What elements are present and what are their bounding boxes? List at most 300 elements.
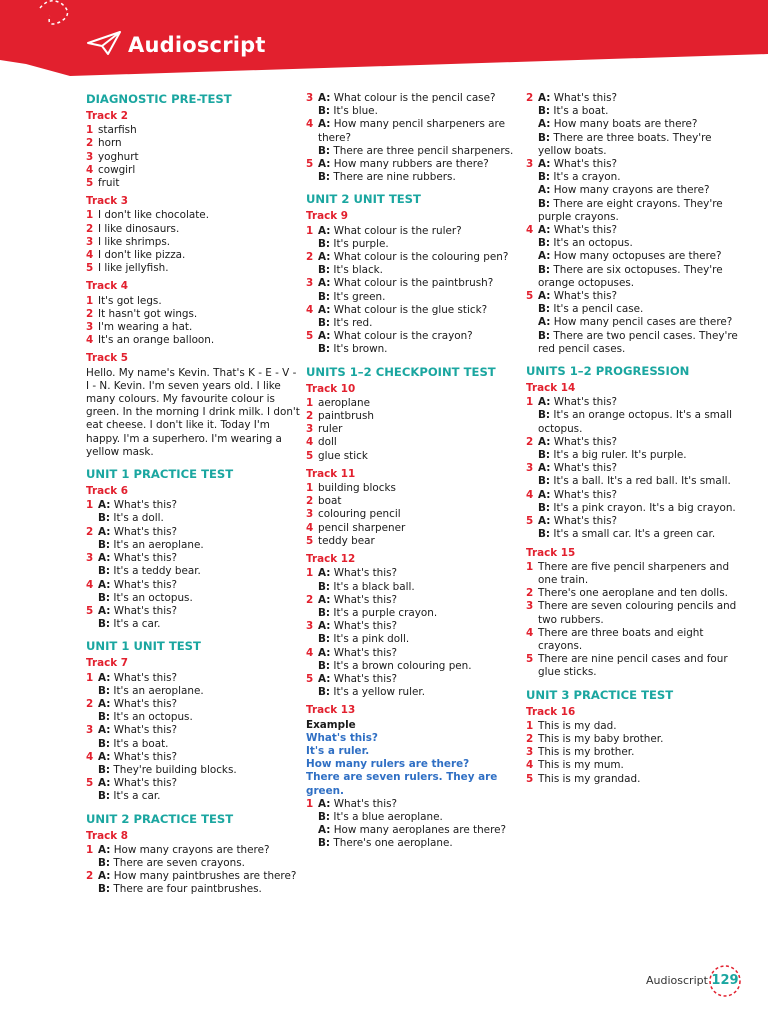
- speaker-label: A:: [538, 396, 551, 409]
- list-item: [86, 223, 300, 236]
- item-text-wrap: [98, 790, 300, 803]
- item-text: What's this?: [553, 290, 618, 303]
- item-text: It's a car.: [113, 618, 161, 631]
- column-2: [306, 92, 520, 851]
- item-number: 3: [306, 620, 314, 633]
- item-number: 4: [306, 521, 314, 534]
- item-number: 5: [306, 330, 314, 343]
- list-item: [526, 515, 740, 528]
- list-item: [526, 462, 740, 475]
- dialogue-line: [306, 837, 520, 850]
- list-item: [86, 552, 300, 565]
- item-text-wrap: [318, 594, 520, 607]
- item-text-wrap: [318, 824, 520, 837]
- item-text: What colour is the ruler?: [333, 224, 462, 237]
- item-text: It's a pink crayon. It's a big crayon.: [553, 501, 736, 514]
- speaker-label: B:: [538, 263, 551, 276]
- item-text-wrap: [98, 685, 300, 698]
- item-text-wrap: [98, 565, 300, 578]
- item-text: It's a blue aeroplane.: [333, 810, 443, 823]
- list-item: [86, 124, 300, 137]
- speaker-label: B:: [538, 475, 551, 488]
- speaker-label: A:: [98, 671, 111, 684]
- speaker-label: B:: [318, 105, 331, 118]
- item-text-wrap: [318, 482, 520, 495]
- item-text: It's red.: [333, 317, 373, 330]
- item-text-wrap: [98, 151, 300, 164]
- list-item: [86, 177, 300, 190]
- item-text-wrap: [98, 526, 300, 539]
- item-text: How many pencil sharpeners are there?: [318, 118, 505, 144]
- item-text: What's this?: [113, 525, 178, 538]
- item-text-wrap: [318, 798, 520, 811]
- item-number: 3: [86, 321, 94, 334]
- speaker-label: B:: [318, 144, 331, 157]
- item-number: 5: [306, 158, 314, 171]
- list-item: [86, 334, 300, 347]
- item-text: It's an aeroplane.: [113, 684, 204, 697]
- item-text: What colour is the paintbrush?: [333, 277, 494, 290]
- item-text-wrap: [318, 410, 520, 423]
- item-text-wrap: [538, 489, 740, 502]
- speaker-label: B:: [98, 512, 111, 525]
- item-text-wrap: [318, 343, 520, 356]
- list-item: [306, 118, 520, 144]
- item-text-wrap: [538, 250, 740, 263]
- speaker-label: A:: [98, 777, 111, 790]
- item-text-wrap: [98, 672, 300, 685]
- item-text: How many boats are there?: [553, 118, 698, 131]
- dialogue-line: [86, 711, 300, 724]
- item-text: There are three pencil sharpeners.: [333, 144, 514, 157]
- item-text: There are three boats. They're yellow boats.: [538, 131, 712, 157]
- list-item: [306, 647, 520, 660]
- item-text-wrap: [318, 495, 520, 508]
- item-text-wrap: [318, 171, 520, 184]
- item-number: 3: [86, 724, 94, 737]
- item-text-wrap: [318, 450, 520, 463]
- dialogue-line: [306, 660, 520, 673]
- speaker-label: A:: [98, 525, 111, 538]
- item-number: 2: [86, 137, 94, 150]
- list-item: [306, 436, 520, 449]
- column-3: [526, 92, 740, 786]
- item-text-wrap: [98, 124, 300, 137]
- item-text: fruit: [98, 177, 120, 190]
- item-text: What's this?: [553, 515, 618, 528]
- track-label: Track 5: [86, 352, 128, 365]
- item-text: There are seven crayons.: [113, 856, 245, 869]
- list-item: [86, 605, 300, 618]
- item-text-wrap: [98, 579, 300, 592]
- item-text-wrap: [98, 552, 300, 565]
- item-number: 5: [86, 262, 94, 275]
- item-number: 3: [526, 158, 534, 171]
- item-text-wrap: [538, 449, 740, 462]
- item-number: 4: [86, 750, 94, 763]
- dialogue-line: [306, 811, 520, 824]
- speaker-label: B:: [98, 538, 111, 551]
- speaker-label: A:: [318, 567, 331, 580]
- item-text-wrap: [538, 237, 740, 250]
- track-label: Track 14: [526, 382, 576, 395]
- item-text: What's this?: [333, 620, 398, 633]
- list-item: [86, 777, 300, 790]
- item-text-wrap: [538, 759, 740, 772]
- item-text-wrap: [98, 751, 300, 764]
- speaker-label: A:: [538, 515, 551, 528]
- item-number: 3: [86, 552, 94, 565]
- item-text: colouring pencil: [318, 508, 401, 521]
- item-text: How many octopuses are there?: [553, 250, 722, 263]
- item-text-wrap: [538, 184, 740, 197]
- item-number: 2: [86, 525, 94, 538]
- item-number: 1: [86, 499, 94, 512]
- item-text-wrap: [98, 223, 300, 236]
- item-text: There are eight crayons. They're purple crayons.: [538, 197, 723, 223]
- item-text: What's this?: [113, 724, 178, 737]
- speaker-label: A:: [98, 499, 111, 512]
- dialogue-line: [306, 607, 520, 620]
- item-number: 1: [526, 719, 534, 732]
- item-text: What's this?: [553, 462, 618, 475]
- item-text: I don't like pizza.: [98, 249, 186, 262]
- speaker-label: B:: [98, 565, 111, 578]
- list-item: [526, 746, 740, 759]
- speaker-label: B:: [318, 317, 331, 330]
- item-number: 2: [526, 587, 534, 600]
- item-text: How many pencil cases are there?: [553, 316, 733, 329]
- item-text: It's purple.: [333, 237, 389, 250]
- example-line: What's this?: [306, 731, 378, 744]
- item-text-wrap: [538, 171, 740, 184]
- list-item: [86, 164, 300, 177]
- item-text-wrap: [318, 620, 520, 633]
- paper-plane-icon: [86, 30, 122, 56]
- list-item: [306, 620, 520, 633]
- item-text: What's this?: [333, 672, 398, 685]
- speaker-label: B:: [98, 684, 111, 697]
- item-text: It's a pencil case.: [553, 303, 644, 316]
- item-text: doll: [318, 436, 337, 449]
- section-heading: UNITS 1–2 CHECKPOINT TEST: [306, 364, 496, 379]
- item-text-wrap: [318, 92, 520, 105]
- dialogue-line: [306, 824, 520, 837]
- item-text: What's this?: [553, 224, 618, 237]
- item-text-wrap: [538, 105, 740, 118]
- speaker-label: A:: [98, 578, 111, 591]
- item-text: It's brown.: [333, 343, 388, 356]
- item-number: 1: [306, 396, 314, 409]
- list-item: [306, 522, 520, 535]
- speaker-label: A:: [318, 224, 331, 237]
- speaker-label: A:: [318, 251, 331, 264]
- item-text-wrap: [98, 592, 300, 605]
- item-number: 1: [306, 224, 314, 237]
- item-text: It's a purple crayon.: [333, 606, 438, 619]
- dialogue-line: [86, 539, 300, 552]
- speaker-label: A:: [318, 118, 331, 131]
- speaker-label: B:: [538, 171, 551, 184]
- example-line: It's a ruler.: [306, 744, 370, 757]
- item-text: What's this?: [333, 593, 398, 606]
- speaker-label: A:: [538, 158, 551, 171]
- item-text: There's one aeroplane and ten dolls.: [538, 587, 728, 600]
- item-text-wrap: [318, 304, 520, 317]
- list-item: [86, 672, 300, 685]
- item-text: This is my mum.: [538, 759, 624, 772]
- item-text: ruler: [318, 423, 343, 436]
- item-number: 3: [526, 462, 534, 475]
- speaker-label: B:: [538, 197, 551, 210]
- item-text-wrap: [538, 746, 740, 759]
- dialogue-line: [86, 738, 300, 751]
- page-title: Audioscript: [128, 33, 266, 57]
- dialogue-line: [306, 105, 520, 118]
- dialogue-line: [86, 790, 300, 803]
- item-text: paintbrush: [318, 410, 374, 423]
- item-text: What's this?: [333, 646, 398, 659]
- item-text-wrap: [98, 262, 300, 275]
- item-text: What's this?: [113, 697, 178, 710]
- dialogue-line: [306, 238, 520, 251]
- list-item: [86, 579, 300, 592]
- speaker-label: A:: [318, 593, 331, 606]
- item-text-wrap: [538, 198, 740, 224]
- speaker-label: A:: [318, 672, 331, 685]
- item-text: It's a doll.: [113, 512, 164, 525]
- list-item: [86, 249, 300, 262]
- item-text-wrap: [538, 303, 740, 316]
- item-text: There are seven colouring pencils and two rubbers.: [538, 600, 737, 626]
- item-number: 2: [86, 307, 94, 320]
- dialogue-line: [306, 633, 520, 646]
- item-text-wrap: [538, 627, 740, 653]
- speaker-label: A:: [98, 724, 111, 737]
- item-text: What's this?: [113, 777, 178, 790]
- item-number: 3: [306, 423, 314, 436]
- item-number: 2: [306, 410, 314, 423]
- list-item: [526, 489, 740, 502]
- track-label: Track 6: [86, 485, 128, 498]
- item-text: It's an octopus.: [113, 591, 193, 604]
- item-text-wrap: [98, 698, 300, 711]
- item-text: It's a yellow ruler.: [333, 686, 426, 699]
- item-number: 3: [306, 508, 314, 521]
- item-text: pencil sharpener: [318, 521, 406, 534]
- item-number: 1: [526, 396, 534, 409]
- item-text: It's a car.: [113, 790, 161, 803]
- track-label: Track 7: [86, 657, 128, 670]
- item-text: It's a crayon.: [553, 171, 621, 184]
- speaker-label: A:: [318, 330, 331, 343]
- speaker-label: B:: [98, 711, 111, 724]
- dialogue-line: [306, 686, 520, 699]
- dialogue-line: [526, 105, 740, 118]
- item-number: 4: [86, 334, 94, 347]
- item-number: 1: [86, 209, 94, 222]
- list-item: [526, 627, 740, 653]
- item-text-wrap: [98, 539, 300, 552]
- item-text: It hasn't got wings.: [98, 307, 198, 320]
- speaker-label: B:: [98, 618, 111, 631]
- item-number: 4: [526, 488, 534, 501]
- item-text-wrap: [318, 607, 520, 620]
- speaker-label: A:: [98, 750, 111, 763]
- dialogue-line: [86, 592, 300, 605]
- speaker-label: B:: [318, 633, 331, 646]
- item-text: It's a small car. It's a green car.: [553, 528, 716, 541]
- item-number: 4: [526, 626, 534, 639]
- speaker-label: B:: [318, 343, 331, 356]
- item-text-wrap: [538, 515, 740, 528]
- item-number: 1: [86, 843, 94, 856]
- item-text: What's this?: [333, 567, 398, 580]
- list-item: [526, 290, 740, 303]
- speaker-label: A:: [318, 303, 331, 316]
- dialogue-line: [526, 449, 740, 462]
- item-text: horn: [98, 137, 122, 150]
- item-text-wrap: [318, 317, 520, 330]
- section-heading: DIAGNOSTIC PRE-TEST: [86, 92, 232, 106]
- speaker-label: A:: [318, 620, 331, 633]
- list-item: [526, 733, 740, 746]
- item-text: It's a teddy bear.: [113, 565, 201, 578]
- speaker-label: B:: [98, 591, 111, 604]
- item-text-wrap: [538, 462, 740, 475]
- speaker-label: B:: [318, 580, 331, 593]
- list-item: [86, 499, 300, 512]
- item-text: It's black.: [333, 264, 383, 277]
- list-item: [526, 396, 740, 409]
- speaker-label: B:: [538, 449, 551, 462]
- item-number: 4: [306, 303, 314, 316]
- speaker-label: A:: [538, 250, 551, 263]
- item-text-wrap: [98, 236, 300, 249]
- speaker-label: A:: [318, 797, 331, 810]
- item-text: What's this?: [553, 435, 618, 448]
- speaker-label: A:: [98, 552, 111, 565]
- item-text: aeroplane: [318, 396, 370, 409]
- list-item: [526, 587, 740, 600]
- list-item: [86, 698, 300, 711]
- dialogue-line: [306, 343, 520, 356]
- item-text: What colour is the crayon?: [333, 330, 473, 343]
- track-label: Track 16: [526, 705, 576, 718]
- item-text-wrap: [98, 334, 300, 347]
- item-text-wrap: [318, 686, 520, 699]
- item-text: It's a boat.: [553, 105, 609, 118]
- item-number: 1: [306, 797, 314, 810]
- dialogue-line: [526, 118, 740, 131]
- speaker-label: B:: [318, 171, 331, 184]
- item-text: How many aeroplanes are there?: [333, 824, 507, 837]
- list-item: [86, 526, 300, 539]
- track-label: Track 11: [306, 467, 356, 480]
- track-label: Track 15: [526, 546, 576, 559]
- section-heading: UNIT 1 PRACTICE TEST: [86, 467, 234, 482]
- item-text-wrap: [538, 475, 740, 488]
- speaker-label: B:: [318, 264, 331, 277]
- item-text-wrap: [318, 837, 520, 850]
- item-number: 4: [306, 436, 314, 449]
- speaker-label: A:: [98, 697, 111, 710]
- speaker-label: B:: [98, 790, 111, 803]
- item-number: 3: [86, 235, 94, 248]
- speaker-label: B:: [538, 105, 551, 118]
- speaker-label: B:: [318, 837, 331, 850]
- script-paragraph: Hello. My name's Kevin. That's K - E - V - I - N. Kevin. I'm seven years old. I like many colours. My favourite colour is green. In the morning I drink milk. I don't eat cheese. I don't like it. Today I'm happy. I'm a superhero. I'm wearing a yellow mask.: [86, 366, 300, 458]
- item-text: It's a boat.: [113, 737, 169, 750]
- list-item: [306, 225, 520, 238]
- item-text-wrap: [98, 777, 300, 790]
- item-text: It's an aeroplane.: [113, 538, 204, 551]
- item-text-wrap: [318, 811, 520, 824]
- item-text: I like jellyfish.: [98, 262, 169, 275]
- list-item: [306, 251, 520, 264]
- item-text: What's this?: [113, 750, 178, 763]
- item-text-wrap: [538, 436, 740, 449]
- track-label: Track 2: [86, 110, 128, 122]
- item-text: What colour is the pencil case?: [333, 92, 496, 104]
- dialogue-line: [526, 198, 740, 224]
- item-text-wrap: [318, 238, 520, 251]
- speaker-label: B:: [538, 237, 551, 250]
- list-item: [526, 773, 740, 786]
- speaker-label: B:: [538, 501, 551, 514]
- item-number: 5: [306, 449, 314, 462]
- track-label: Track 3: [86, 195, 128, 208]
- list-item: [306, 277, 520, 290]
- item-text-wrap: [318, 508, 520, 521]
- dialogue-line: [526, 237, 740, 250]
- speaker-label: A:: [318, 277, 331, 290]
- item-text-wrap: [318, 264, 520, 277]
- item-text-wrap: [318, 145, 520, 158]
- speaker-label: B:: [538, 409, 551, 422]
- list-item: [86, 844, 300, 857]
- item-number: 5: [86, 604, 94, 617]
- speaker-label: A:: [318, 92, 331, 104]
- item-text-wrap: [318, 581, 520, 594]
- dialogue-line: [526, 250, 740, 263]
- item-text: This is my brother.: [538, 746, 635, 759]
- list-item: [86, 308, 300, 321]
- item-text-wrap: [318, 633, 520, 646]
- speaker-label: A:: [318, 158, 331, 171]
- item-text: There are nine pencil cases and four glue sticks.: [538, 653, 728, 679]
- track-label: Track 10: [306, 382, 356, 395]
- item-text: There are four paintbrushes.: [113, 883, 262, 896]
- item-text: What's this?: [113, 578, 178, 591]
- list-item: [86, 236, 300, 249]
- item-text: What's this?: [113, 552, 178, 565]
- item-text-wrap: [318, 330, 520, 343]
- item-number: 5: [526, 515, 534, 528]
- dialogue-line: [526, 264, 740, 290]
- item-text: What colour is the glue stick?: [333, 303, 488, 316]
- item-text: What's this?: [113, 671, 178, 684]
- item-text: There are six octopuses. They're orange octopuses.: [538, 263, 723, 289]
- item-text: There are two pencil cases. They're red pencil cases.: [538, 329, 738, 355]
- list-item: [526, 158, 740, 171]
- item-text: glue stick: [318, 449, 368, 462]
- item-text-wrap: [538, 330, 740, 356]
- item-text-wrap: [538, 733, 740, 746]
- item-text: It's green.: [333, 290, 386, 303]
- item-text: What's this?: [113, 604, 178, 617]
- dialogue-line: [86, 857, 300, 870]
